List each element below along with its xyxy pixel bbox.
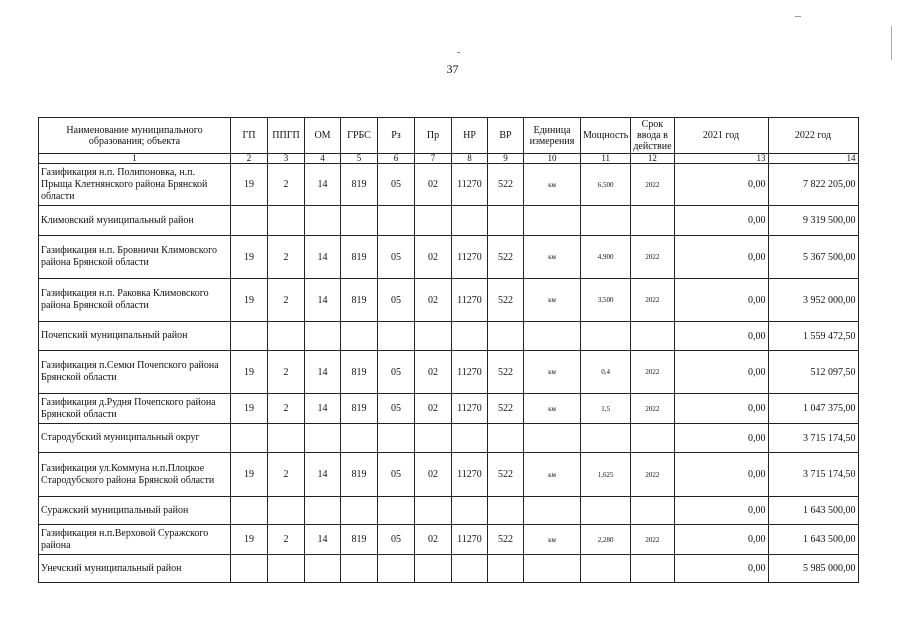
cell-rz [378,322,415,351]
cell-2022: 3 715 174,50 [768,453,858,497]
cell-term: 2022 [631,351,674,394]
row-name: Газификация н.п. Бровничи Климовского района Брянской области [39,236,231,279]
cell-nr [452,555,488,583]
cell-rz [378,206,415,236]
table-row [39,555,859,583]
column-number: 11 [581,154,631,164]
row-name: Стародубский муниципальный округ [39,424,231,453]
cell-pr [415,555,452,583]
cell-ppgp: 2 [268,164,305,206]
cell-om: 14 [305,236,341,279]
table-row [39,351,859,394]
cell-gp [231,206,268,236]
cell-pr [415,497,452,525]
column-number: 13 [674,154,768,164]
column-number: 5 [341,154,378,164]
cell-gp: 19 [231,525,268,555]
cell-ppgp: 2 [268,351,305,394]
cell-nr [452,424,488,453]
cell-2021: 0,00 [674,525,768,555]
cell-capacity [581,206,631,236]
cell-om [305,322,341,351]
scan-edge-line [891,26,892,60]
cell-gp: 19 [231,453,268,497]
cell-unit: км [524,351,581,394]
cell-nr: 11270 [452,279,488,322]
cell-pr: 02 [415,279,452,322]
cell-2021: 0,00 [674,351,768,394]
cell-pr: 02 [415,453,452,497]
column-number-row [39,154,859,164]
cell-grbs: 819 [341,453,378,497]
cell-2022: 1 643 500,00 [768,525,858,555]
cell-pr: 02 [415,236,452,279]
cell-nr: 11270 [452,236,488,279]
cell-grbs [341,497,378,525]
cell-ppgp [268,322,305,351]
column-number: 14 [768,154,858,164]
cell-ppgp: 2 [268,279,305,322]
cell-unit [524,497,581,525]
cell-om: 14 [305,453,341,497]
cell-ppgp: 2 [268,394,305,424]
cell-gp [231,555,268,583]
cell-capacity: 4,900 [581,236,631,279]
cell-capacity: 6,500 [581,164,631,206]
cell-2022: 5 985 000,00 [768,555,858,583]
cell-term [631,497,674,525]
cell-ppgp [268,424,305,453]
cell-unit [524,322,581,351]
cell-capacity: 3,500 [581,279,631,322]
cell-grbs [341,424,378,453]
cell-term [631,424,674,453]
row-name: Газификация н.п.Верховой Суражского района [39,525,231,555]
cell-vr: 522 [488,164,524,206]
cell-capacity: 2,280 [581,525,631,555]
cell-rz: 05 [378,525,415,555]
row-name: Газификация д.Рудня Почепского района Брянской области [39,394,231,424]
table-row [39,206,859,236]
cell-grbs: 819 [341,351,378,394]
cell-ppgp: 2 [268,525,305,555]
table-row [39,322,859,351]
cell-gp: 19 [231,279,268,322]
cell-vr: 522 [488,394,524,424]
cell-gp [231,497,268,525]
cell-vr: 522 [488,525,524,555]
cell-vr: 522 [488,453,524,497]
header-term: Срок ввода в действие [631,118,674,154]
column-number: 6 [378,154,415,164]
cell-capacity [581,497,631,525]
cell-gp: 19 [231,394,268,424]
cell-term: 2022 [631,236,674,279]
cell-ppgp: 2 [268,236,305,279]
cell-vr: 522 [488,236,524,279]
cell-2021: 0,00 [674,236,768,279]
cell-vr: 522 [488,279,524,322]
cell-pr: 02 [415,394,452,424]
cell-grbs [341,206,378,236]
cell-unit: км [524,279,581,322]
cell-capacity: 0,4 [581,351,631,394]
cell-om [305,206,341,236]
cell-2022: 5 367 500,00 [768,236,858,279]
cell-term: 2022 [631,164,674,206]
cell-ppgp [268,206,305,236]
cell-nr: 11270 [452,351,488,394]
row-name: Газификация п.Семки Почепского района Брянской области [39,351,231,394]
cell-vr [488,424,524,453]
cell-grbs: 819 [341,394,378,424]
cell-ppgp [268,497,305,525]
cell-2021: 0,00 [674,555,768,583]
cell-grbs: 819 [341,164,378,206]
cell-gp: 19 [231,351,268,394]
header-name: Наименование муниципального образования; объекта [39,118,231,154]
cell-nr [452,206,488,236]
cell-grbs: 819 [341,236,378,279]
table-row [39,424,859,453]
cell-2021: 0,00 [674,164,768,206]
table-row [39,453,859,497]
cell-gp [231,322,268,351]
cell-pr: 02 [415,525,452,555]
cell-vr [488,497,524,525]
page-number: 37 [446,62,459,76]
cell-2022: 3 715 174,50 [768,424,858,453]
row-name: Унечский муниципальный район [39,555,231,583]
header-row [39,118,859,154]
column-number: 9 [488,154,524,164]
header-gp: ГП [231,118,268,154]
table-row [39,525,859,555]
cell-gp: 19 [231,164,268,206]
cell-2021: 0,00 [674,394,768,424]
cell-term: 2022 [631,394,674,424]
header-grbs: ГРБС [341,118,378,154]
cell-2022: 512 097,50 [768,351,858,394]
cell-rz [378,555,415,583]
column-number: 1 [39,154,231,164]
cell-term [631,206,674,236]
cell-vr: 522 [488,351,524,394]
header-pr: Пр [415,118,452,154]
header-om: ОМ [305,118,341,154]
table-row [39,236,859,279]
column-number: 8 [452,154,488,164]
cell-unit: км [524,453,581,497]
cell-nr [452,322,488,351]
cell-rz: 05 [378,236,415,279]
cell-nr: 11270 [452,525,488,555]
cell-2021: 0,00 [674,322,768,351]
row-name: Газификация н.п. Раковка Климовского района Брянской области [39,279,231,322]
cell-rz: 05 [378,164,415,206]
cell-2022: 7 822 205,00 [768,164,858,206]
cell-2022: 1 643 500,00 [768,497,858,525]
table-row [39,164,859,206]
cell-pr [415,322,452,351]
cell-om: 14 [305,279,341,322]
cell-2022: 3 952 000,00 [768,279,858,322]
cell-rz: 05 [378,453,415,497]
cell-nr: 11270 [452,394,488,424]
cell-2022: 1 047 375,00 [768,394,858,424]
cell-term: 2022 [631,279,674,322]
column-number: 3 [268,154,305,164]
header-2022: 2022 год [768,118,858,154]
header-nr: НР [452,118,488,154]
cell-capacity [581,424,631,453]
cell-unit: км [524,164,581,206]
header-vr: ВР [488,118,524,154]
header-2021: 2021 год [674,118,768,154]
cell-nr: 11270 [452,453,488,497]
cell-2021: 0,00 [674,497,768,525]
cell-om [305,497,341,525]
header-unit: Единица измерения [524,118,581,154]
cell-om [305,424,341,453]
cell-term [631,555,674,583]
cell-term [631,322,674,351]
cell-2022: 1 559 472,50 [768,322,858,351]
cell-om: 14 [305,351,341,394]
row-name: Суражский муниципальный район [39,497,231,525]
cell-unit: км [524,525,581,555]
cell-om: 14 [305,525,341,555]
cell-unit: км [524,236,581,279]
cell-pr: 02 [415,164,452,206]
column-number: 4 [305,154,341,164]
cell-2021: 0,00 [674,206,768,236]
cell-rz [378,424,415,453]
cell-grbs: 819 [341,525,378,555]
cell-gp [231,424,268,453]
cell-nr: 11270 [452,164,488,206]
cell-rz: 05 [378,394,415,424]
scan-mark [795,16,801,17]
cell-grbs [341,555,378,583]
cell-grbs [341,322,378,351]
row-name: Газификация ул.Коммуна н.п.Плоцкое Стародубского района Брянской области [39,453,231,497]
cell-term: 2022 [631,453,674,497]
cell-pr [415,206,452,236]
column-number: 7 [415,154,452,164]
cell-pr [415,424,452,453]
budget-table [38,117,859,583]
row-name: Газификация н.п. Полипоновка, н.п. Прыща Клетнянского района Брянской области [39,164,231,206]
cell-vr [488,322,524,351]
cell-unit [524,206,581,236]
cell-2021: 0,00 [674,453,768,497]
cell-om: 14 [305,394,341,424]
cell-unit [524,424,581,453]
table-row [39,394,859,424]
cell-2021: 0,00 [674,424,768,453]
column-number: 2 [231,154,268,164]
row-name: Климовский муниципальный район [39,206,231,236]
cell-capacity: 1,625 [581,453,631,497]
cell-pr: 02 [415,351,452,394]
table-row [39,279,859,322]
cell-term: 2022 [631,525,674,555]
cell-om [305,555,341,583]
cell-capacity [581,322,631,351]
scan-dot [457,52,460,53]
header-ppgp: ППГП [268,118,305,154]
column-number: 10 [524,154,581,164]
cell-rz [378,497,415,525]
cell-ppgp: 2 [268,453,305,497]
row-name: Почепский муниципальный район [39,322,231,351]
header-rz: Рз [378,118,415,154]
cell-gp: 19 [231,236,268,279]
cell-ppgp [268,555,305,583]
cell-grbs: 819 [341,279,378,322]
table-row [39,497,859,525]
cell-2022: 9 319 500,00 [768,206,858,236]
cell-rz: 05 [378,351,415,394]
cell-rz: 05 [378,279,415,322]
cell-2021: 0,00 [674,279,768,322]
cell-om: 14 [305,164,341,206]
cell-unit: км [524,394,581,424]
cell-vr [488,206,524,236]
header-capacity: Мощность [581,118,631,154]
cell-nr [452,497,488,525]
cell-unit [524,555,581,583]
cell-vr [488,555,524,583]
cell-capacity: 1,5 [581,394,631,424]
column-number: 12 [631,154,674,164]
cell-capacity [581,555,631,583]
